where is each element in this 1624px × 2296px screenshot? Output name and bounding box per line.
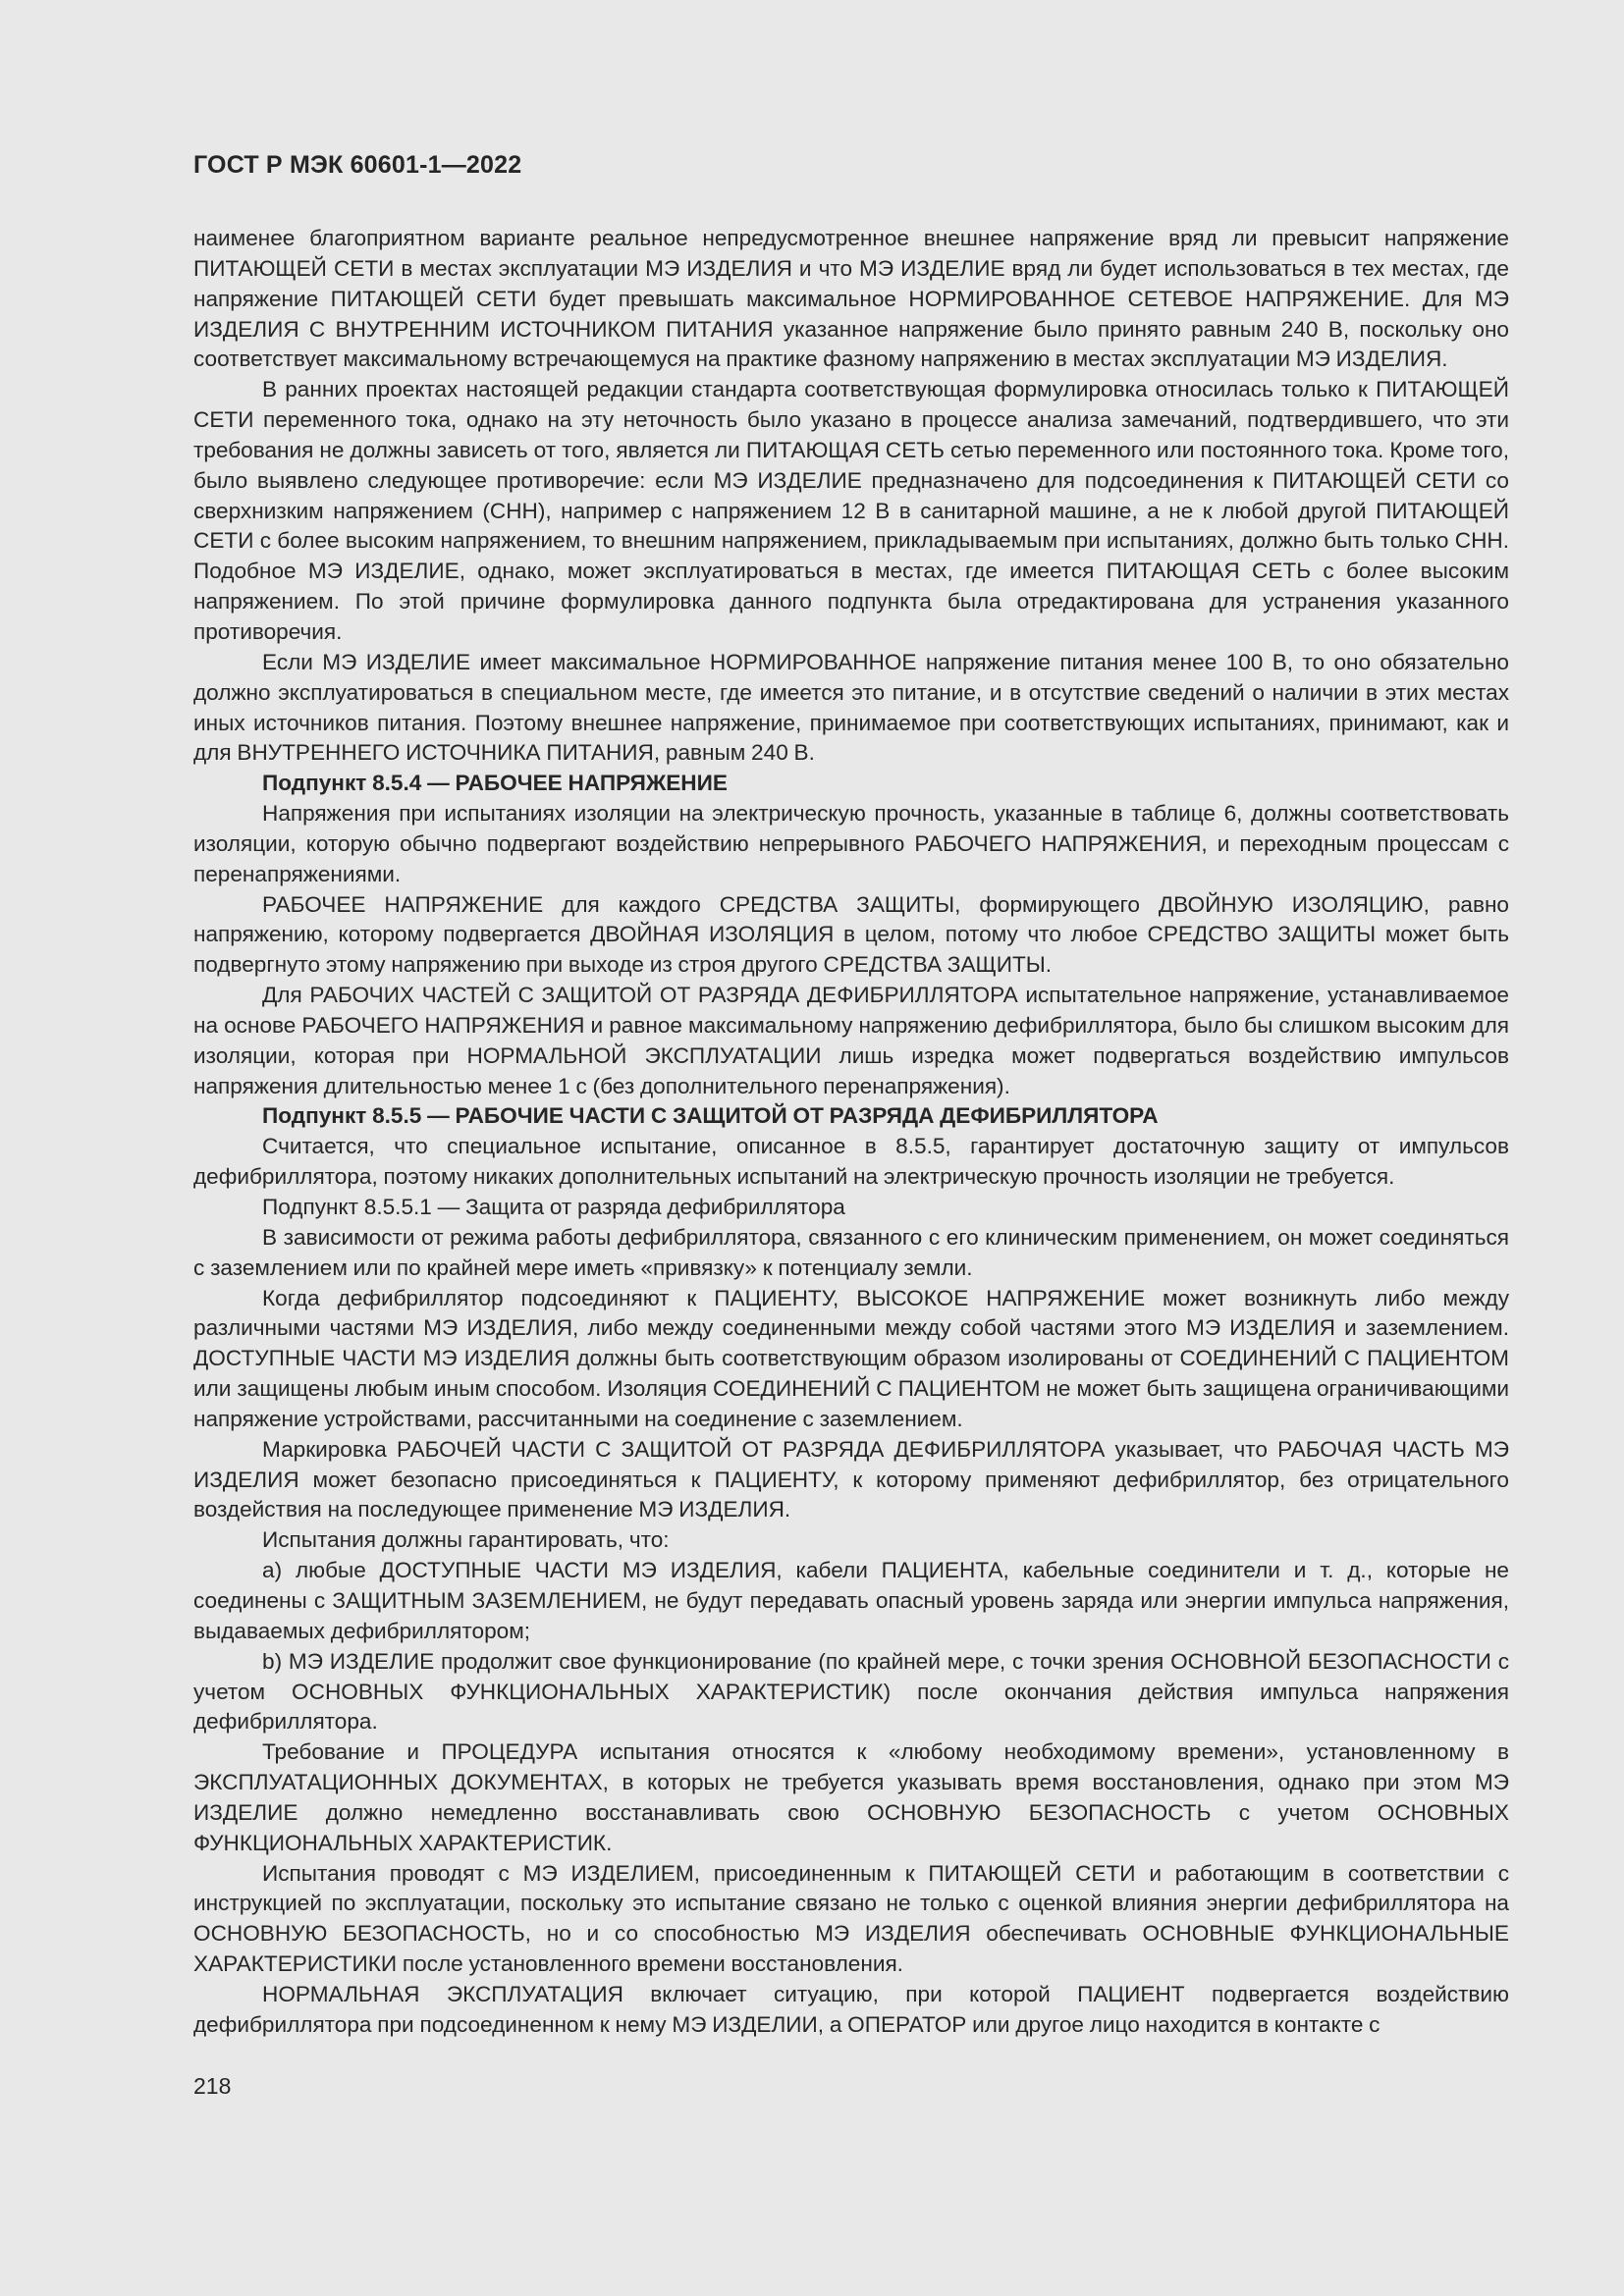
subclause-heading-8-5-4: Подпункт 8.5.4 — РАБОЧЕЕ НАПРЯЖЕНИЕ [262,771,728,796]
list-item-a: a) любые ДОСТУПНЫЕ ЧАСТИ МЭ ИЗДЕЛИЯ, кабели ПАЦИЕНТА, кабельные соединители и т. д., которые не соединены с ЗАЩИТНЫМ ЗАЗЕМЛЕНИЕМ, не будут передавать опасный уровень заряда или энергии импульса напряжения, выдаваемых дефибриллятором; [193,1558,1509,1643]
subclause-heading-8-5-5: Подпункт 8.5.5 — РАБОЧИЕ ЧАСТИ С ЗАЩИТОЙ ОТ РАЗРЯДА ДЕФИБРИЛЛЯТОРА [262,1103,1159,1129]
paragraph: Испытания должны гарантировать, что: [262,1527,670,1553]
paragraph: Испытания проводят с МЭ ИЗДЕЛИЕМ, присоединенным к ПИТАЮЩЕЙ СЕТИ и работающим в соответствии с инструкцией по эксплуатации, поскольку это испытание связано не только с оценкой влияния энергии дефибриллятора на ОСНОВНУЮ БЕЗОПАСНОСТЬ, но и со способностью МЭ ИЗДЕЛИЯ обеспечивать ОСНОВНЫЕ ФУНКЦИОНАЛЬНЫЕ ХАРАКТЕРИСТИКИ после установленного времени восстановления. [193,1860,1509,1977]
paragraph: Если МЭ ИЗДЕЛИЕ имеет максимальное НОРМИРОВАННОЕ напряжение питания менее 100 В, то оно обязательно должно эксплуатироваться в специальном месте, где имеется это питание, и в отсутствие сведений о наличии в этих местах иных источников питания. Поэтому внешнее напряжение, принимаемое при соответствующих испытаниях, принимают, как и для ВНУТРЕННЕГО ИСТОЧНИКА ПИТАНИЯ, равным 240 В. [193,649,1509,766]
paragraph: Маркировка РАБОЧЕЙ ЧАСТИ С ЗАЩИТОЙ ОТ РАЗРЯДА ДЕФИБРИЛЛЯТОРА указывает, что РАБОЧАЯ ЧАСТЬ МЭ ИЗДЕЛИЯ может безопасно присоединяться к ПАЦИЕНТУ, к которому применяют дефибриллятор, без отрицательного воздействия на последующее применение МЭ ИЗДЕЛИЯ. [193,1436,1509,1522]
subclause-heading-8-5-5-1: Подпункт 8.5.5.1 — Защита от разряда дефибриллятора [262,1195,845,1219]
paragraph: В зависимости от режима работы дефибриллятора, связанного с его клиническим применением, он может соединяться с заземлением или по крайней мере иметь «привязку» к потенциалу земли. [193,1224,1509,1280]
paragraph: РАБОЧЕЕ НАПРЯЖЕНИЕ для каждого СРЕДСТВА ЗАЩИТЫ, формирующего ДВОЙНУЮ ИЗОЛЯЦИЮ, равно напряжению, которому подвергается ДВОЙНАЯ ИЗОЛЯЦИЯ в целом, потому что любое СРЕДСТВО ЗАЩИТЫ может быть подвергнуто этому напряжению при выходе из строя другого СРЕДСТВА ЗАЩИТЫ. [193,891,1509,978]
page-number: 218 [193,2073,232,2099]
paragraph: Напряжения при испытаниях изоляции на электрическую прочность, указанные в таблице 6, должны соответствовать изоляции, которую обычно подвергают воздействию непрерывного РАБОЧЕГО НАПРЯЖЕНИЯ, и переходным процессам с перенапряжениями. [193,801,1509,886]
standard-designation: ГОСТ Р МЭК 60601-1—2022 [193,151,522,179]
list-item-b: b) МЭ ИЗДЕЛИЕ продолжит свое функционирование (по крайней мере, с точки зрения ОСНОВНОЙ БЕЗОПАСНОСТИ с учетом ОСНОВНЫХ ФУНКЦИОНАЛЬНЫХ ХАРАКТЕРИСТИК) после окончания действия импульса напряжения дефибриллятора. [193,1648,1509,1735]
paragraph: Когда дефибриллятор подсоединяют к ПАЦИЕНТУ, ВЫСОКОЕ НАПРЯЖЕНИЕ может возникнуть либо между различными частями МЭ ИЗДЕЛИЯ, либо между соединенными между собой частями этого МЭ ИЗДЕЛИЯ и заземлением. ДОСТУПНЫЕ ЧАСТИ МЭ ИЗДЕЛИЯ должны быть соответствующим образом изолированы от СОЕДИНЕНИЙ С ПАЦИЕНТОМ или защищены любым иным способом. Изоляция СОЕДИНЕНИЙ С ПАЦИЕНТОМ не может быть защищена ограничивающими напряжение устройствами, рассчитанными на соединение с заземлением. [193,1285,1509,1431]
paragraph: НОРМАЛЬНАЯ ЭКСПЛУАТАЦИЯ включает ситуацию, при которой ПАЦИЕНТ подвергается воздействию дефибриллятора при подсоединенном к нему МЭ ИЗДЕЛИИ, а ОПЕРАТОР или другое лицо находится в контакте с [193,1981,1509,2037]
document-body [193,224,1509,2041]
paragraph: Считается, что специальное испытание, описанное в 8.5.5, гарантирует достаточную защиту от импульсов дефибриллятора, поэтому никаких дополнительных испытаний на электрическую прочность изоляции не требуется. [193,1134,1509,1190]
paragraph-continuation: наименее благоприятном варианте реальное непредусмотренное внешнее напряжение вряд ли превысит напряжение ПИТАЮЩЕЙ СЕТИ в местах эксплуатации МЭ ИЗДЕЛИЯ и что МЭ ИЗДЕЛИЕ вряд ли будет использоваться в тех местах, где напряжение ПИТАЮЩЕЙ СЕТИ будет превышать максимальное НОРМИРОВАННОЕ СЕТЕВОЕ НАПРЯЖЕНИЕ. Для МЭ ИЗДЕЛИЯ С ВНУТРЕННИМ ИСТОЧНИКОМ ПИТАНИЯ указанное напряжение было принято равным 240 В, поскольку оно соответствует максимальному встречающемуся на практике фазному напряжению в местах эксплуатации МЭ ИЗДЕЛИЯ. [193,226,1509,372]
paragraph: Для РАБОЧИХ ЧАСТЕЙ С ЗАЩИТОЙ ОТ РАЗРЯДА ДЕФИБРИЛЛЯТОРА испытательное напряжение, устанавливаемое на основе РАБОЧЕГО НАПРЯЖЕНИЯ и равное максимальному напряжению дефибриллятора, было бы слишком высоким для изоляции, которая при НОРМАЛЬНОЙ ЭКСПЛУАТАЦИИ лишь изредка может подвергаться воздействию импульсов напряжения длительностью менее 1 с (без дополнительного перенапряжения). [193,983,1509,1098]
paragraph: В ранних проектах настоящей редакции стандарта соответствующая формулировка относилась только к ПИТАЮЩЕЙ СЕТИ переменного тока, однако на эту неточность было указано в процессе анализа замечаний, подтвердившего, что эти требования не должны зависеть от того, является ли ПИТАЮЩАЯ СЕТЬ сетью переменного или постоянного тока. Кроме того, было выявлено следующее противоречие: если МЭ ИЗДЕЛИЕ предназначено для подсоединения к ПИТАЮЩЕЙ СЕТИ со сверхнизким напряжением (СНН), например с напряжением 12 В в санитарной машине, а не к любой другой ПИТАЮЩЕЙ СЕТИ с более высоким напряжением, то внешним напряжением, прикладываемым при испытаниях, должно быть только СНН. Подобное МЭ ИЗДЕЛИЕ, однако, может эксплуатироваться в местах, где имеется ПИТАЮЩАЯ СЕТЬ с более высоким напряжением. По этой причине формулировка данного подпункта была отредактирована для устранения указанного противоречия. [193,377,1509,644]
paragraph: Требование и ПРОЦЕДУРА испытания относятся к «любому необходимому времени», установленному в ЭКСПЛУАТАЦИОННЫХ ДОКУМЕНТАХ, в которых не требуется указывать время восстановления, однако при этом МЭ ИЗДЕЛИЕ должно немедленно восстанавливать свою ОСНОВНУЮ БЕЗОПАСНОСТЬ с учетом ОСНОВНЫХ ФУНКЦИОНАЛЬНЫХ ХАРАКТЕРИСТИК. [193,1739,1509,1855]
